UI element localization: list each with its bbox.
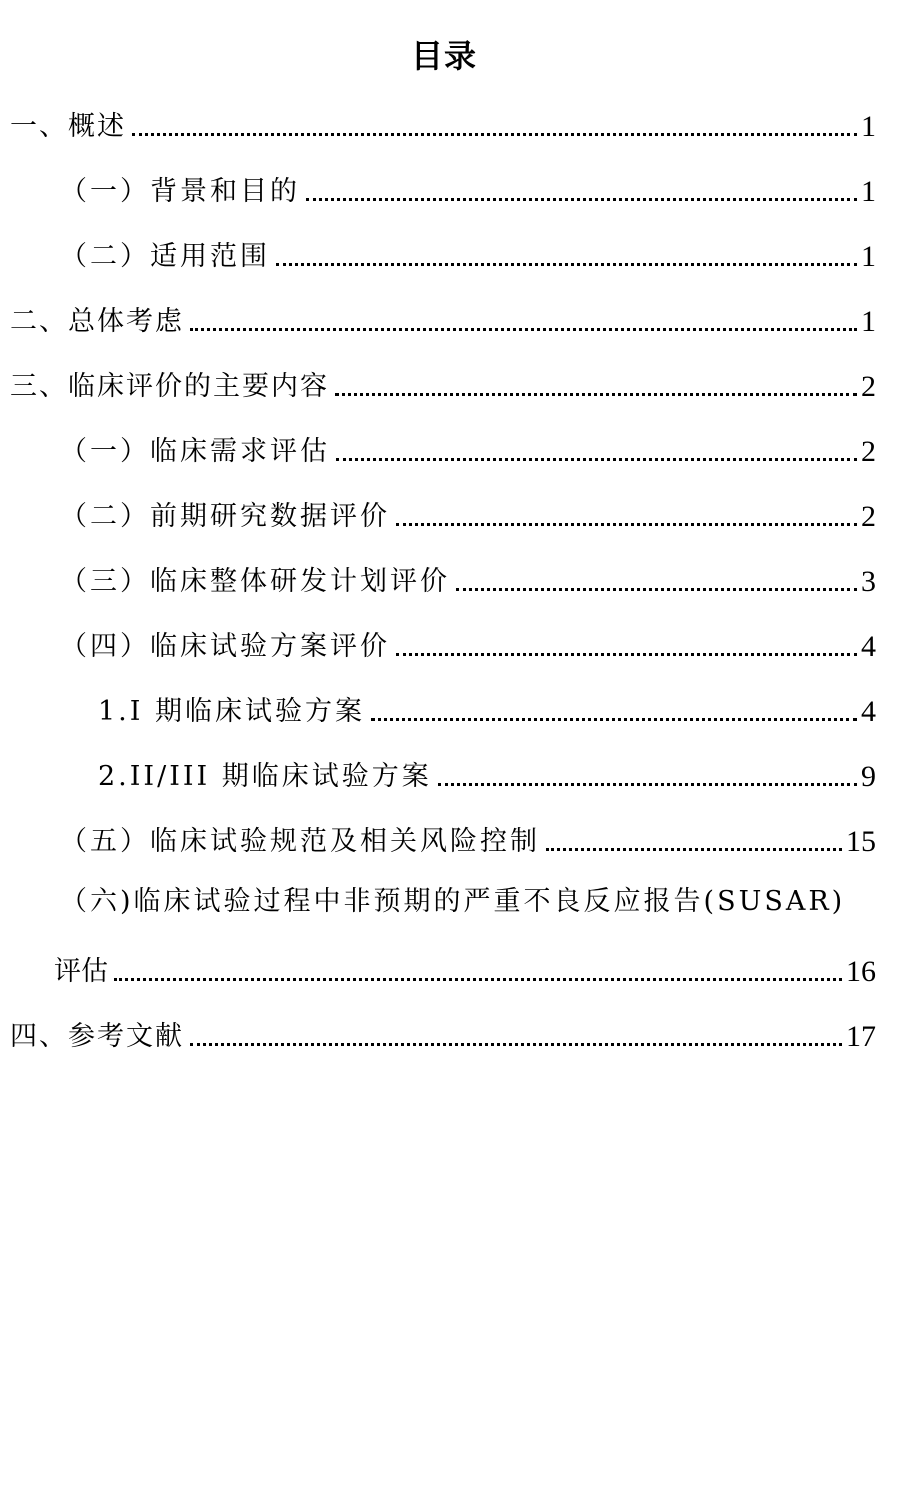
toc-entry-risk-control[interactable] (60, 815, 876, 859)
dot-leader (438, 783, 857, 786)
toc-entry-trial-protocol[interactable] (60, 620, 876, 664)
toc-entry-scope[interactable] (60, 230, 876, 274)
dot-leader (335, 393, 857, 396)
toc-entry-page: 9 (861, 760, 876, 793)
dot-leader (276, 263, 857, 266)
toc-entry-development-plan[interactable] (60, 555, 876, 599)
toc-entry-label: 2.II/III 期临床试验方案 (98, 761, 432, 792)
page-title: 目录 (410, 37, 477, 75)
dot-leader (132, 133, 857, 136)
dot-leader (546, 848, 842, 851)
toc-entry-page: 4 (861, 695, 876, 728)
toc-entry-page: 15 (846, 825, 876, 858)
toc-entry-overview[interactable] (10, 100, 876, 144)
toc-entry-phase-1[interactable] (98, 685, 876, 729)
toc-entry-background[interactable] (60, 165, 876, 209)
toc-entry-label: 三、临床评价的主要内容 (10, 371, 329, 402)
dot-leader (456, 588, 857, 591)
dot-leader (396, 523, 857, 526)
toc-entry-label: （五）临床试验规范及相关风险控制 (60, 826, 540, 857)
toc-entry-prior-data[interactable] (60, 490, 876, 534)
dot-leader (114, 978, 842, 981)
toc-entry-references[interactable] (10, 1010, 876, 1054)
dot-leader (336, 458, 857, 461)
dot-leader (396, 653, 857, 656)
toc-entry-page: 4 (861, 630, 876, 663)
toc-entry-page: 1 (861, 305, 876, 338)
toc-entry-label: 四、参考文献 (10, 1021, 184, 1052)
toc-entry-page: 2 (861, 435, 876, 468)
toc-entry-susar-line2[interactable] (54, 945, 876, 989)
dot-leader (306, 198, 857, 201)
toc-entry-label: 评估 (54, 956, 108, 987)
dot-leader (190, 1043, 842, 1046)
toc-entry-label: 1.I 期临床试验方案 (98, 696, 366, 727)
toc-entry-label: （三）临床整体研发计划评价 (60, 566, 450, 597)
toc-entry-page: 3 (861, 565, 876, 598)
toc-entry-label: 一、概述 (10, 111, 126, 142)
toc-entry-label: （一）背景和目的 (60, 176, 300, 207)
toc-entry-page: 17 (846, 1020, 876, 1053)
toc-entry-page: 1 (861, 240, 876, 273)
toc-entry-susar-line1[interactable]: （六)临床试验过程中非预期的严重不良反应报告(SUSAR) (60, 886, 846, 917)
toc-entry-label: （二）适用范围 (60, 241, 270, 272)
toc-entry-clinical-need[interactable] (60, 425, 876, 469)
toc-entry-phase-2-3[interactable] (98, 750, 876, 794)
toc-entry-label: （二）前期研究数据评价 (60, 501, 390, 532)
toc-entry-label: （四）临床试验方案评价 (60, 631, 390, 662)
dot-leader (371, 718, 857, 721)
toc-entry-page: 2 (861, 500, 876, 533)
dot-leader (190, 328, 857, 331)
toc-entry-page: 1 (861, 110, 876, 143)
toc-entry-main-content[interactable] (10, 360, 876, 404)
toc-entry-page: 1 (861, 175, 876, 208)
toc-entry-page: 2 (861, 370, 876, 403)
toc-entry-general-considerations[interactable] (10, 295, 876, 339)
toc-entry-label: （一）临床需求评估 (60, 436, 330, 467)
toc-entry-label: 二、总体考虑 (10, 306, 184, 337)
toc-entry-page: 16 (846, 955, 876, 988)
